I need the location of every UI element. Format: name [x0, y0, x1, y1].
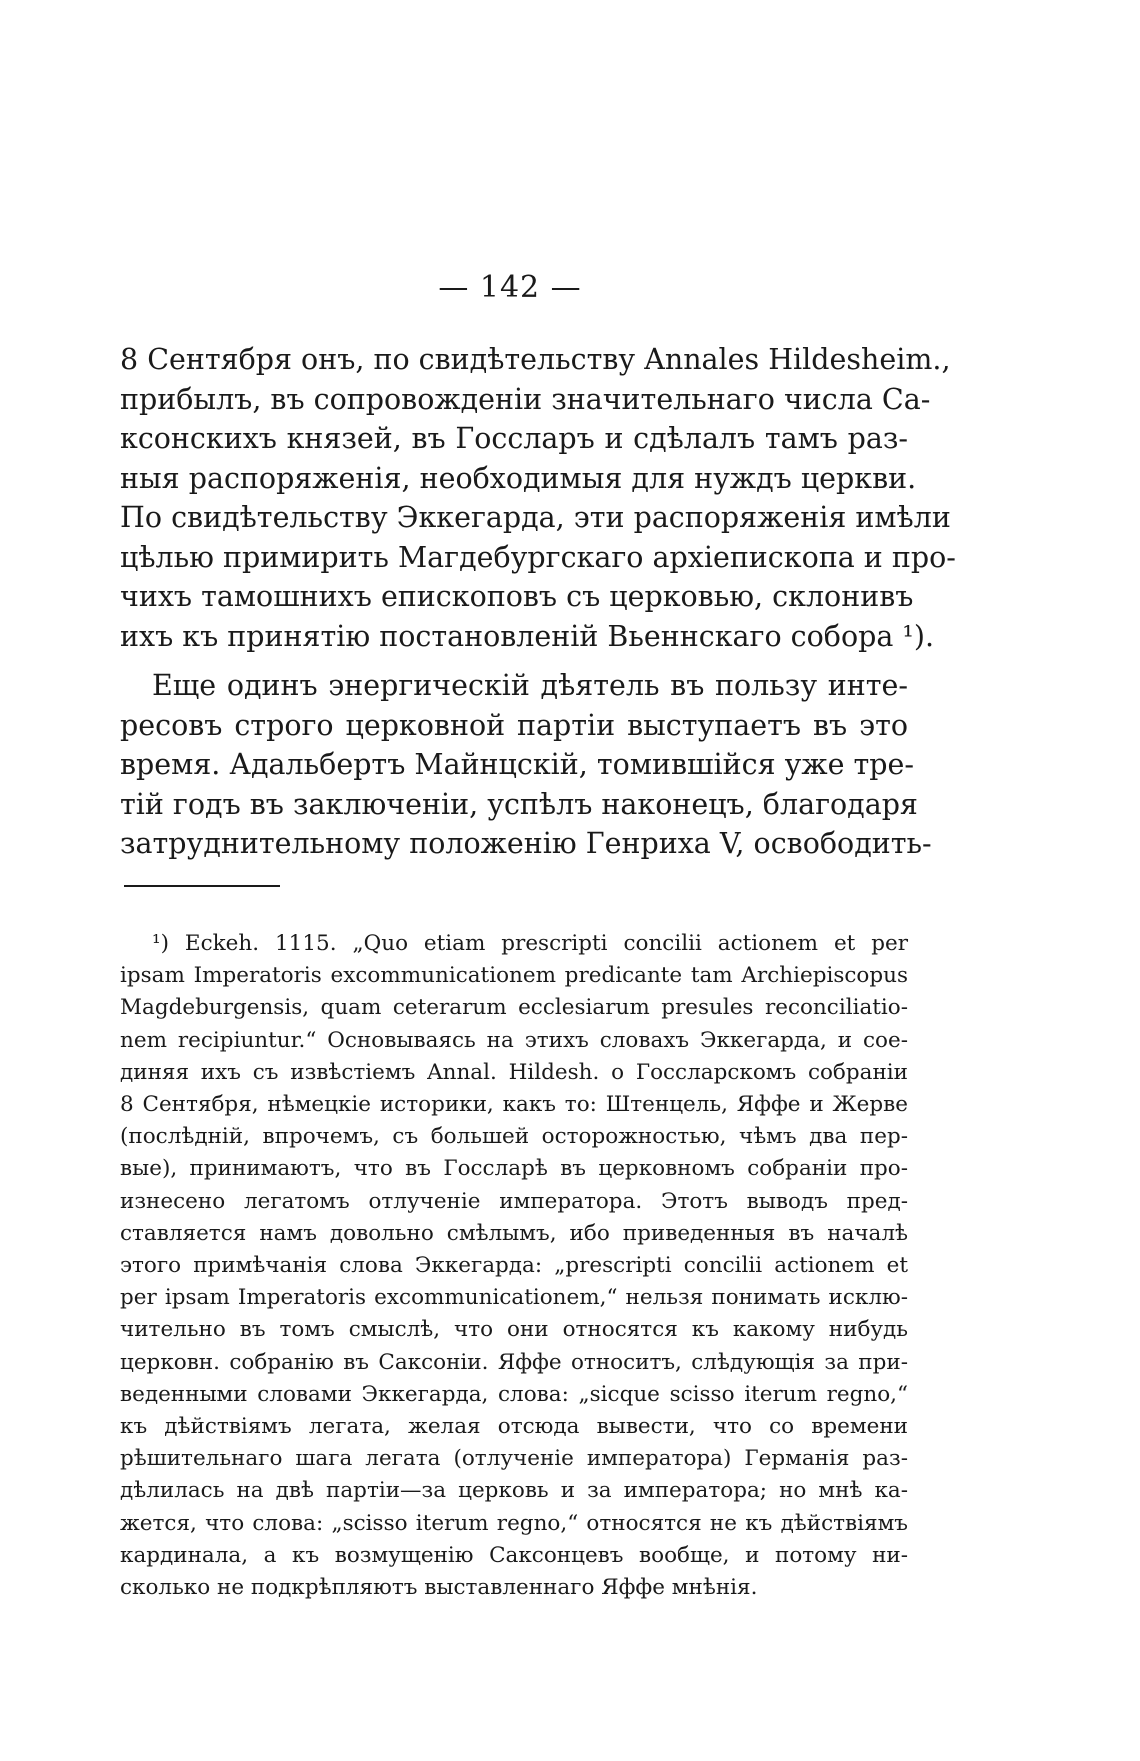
- text-line: Еще одинъ энергическій дѣятель въ пользу инте-: [152, 669, 908, 702]
- footnote-line: ставляется намъ довольно смѣлымъ, ибо приведенныя въ началѣ: [120, 1220, 908, 1246]
- footnote-line: къ дѣйствіямъ легата, желая отсюда вывести, что со времени: [120, 1414, 908, 1440]
- footnote-line: ¹) Eckeh. 1115. „Quo etiam prescripti concilii actionem et per: [152, 931, 908, 956]
- footnote-line: чительно въ томъ смыслѣ, что они относятся къ какому нибудь: [120, 1317, 908, 1343]
- footnote: [120, 928, 908, 1604]
- text-line: затруднительному положенію Генриха V, освободить-: [120, 827, 932, 860]
- text-line: ресовъ строго церковной партіи выступаетъ въ это: [120, 708, 908, 742]
- text-line: цѣлью примирить Магдебургскаго архіепископа и про-: [120, 540, 956, 574]
- page-number: — 142 —: [438, 270, 582, 305]
- text-line: время. Адальбертъ Майнцскій, томившійся уже тре-: [120, 748, 915, 781]
- footnote-line: рѣшительнаго шага легата (отлученіе императора) Германія раз-: [120, 1446, 908, 1472]
- main-text: [120, 340, 956, 864]
- footnote-line: изнесено легатомъ отлученіе императора. Этотъ выводъ пред-: [120, 1188, 908, 1214]
- paragraph-gap: [120, 656, 908, 666]
- footnote-line: церковн. собранію въ Саксоніи. Яффе относитъ, слѣдующія за при-: [120, 1349, 908, 1375]
- text-line: По свидѣтельству Эккегарда, эти распоряженія имѣли: [120, 501, 951, 534]
- footnote-line: Magdeburgensis, quam ceterarum ecclesiarum presules reconciliatio-: [120, 995, 908, 1021]
- footnote-line: ipsam Imperatoris excommunicationem predicante tam Archiepiscopus: [120, 963, 908, 989]
- footnote-line: этого примѣчанія слова Эккегарда: „prescripti concilii actionem et: [120, 1253, 908, 1279]
- footnote-line: дѣлилась на двѣ партіи—за церковь и за императора; но мнѣ ка-: [120, 1478, 908, 1504]
- footnote-line: вые), принимаютъ, что въ Госсларѣ въ церковномъ собраніи про-: [120, 1156, 908, 1182]
- footnote-line: (послѣдній, впрочемъ, съ большей осторожностью, чѣмъ два пер-: [120, 1124, 908, 1150]
- text-line: ксонскихъ князей, въ Госсларъ и сдѣлалъ тамъ раз-: [120, 422, 908, 455]
- footnote-line: диняя ихъ съ извѣстіемъ Annal. Hildesh. о Госсларскомъ собраніи: [120, 1059, 908, 1085]
- footnote-line: сколько не подкрѣпляютъ выставленнаго Яффе мнѣнія.: [120, 1575, 758, 1601]
- footnote-line: кардинала, а къ возмущенію Саксонцевъ вообще, и потому ни-: [120, 1542, 908, 1568]
- footnote-line: веденными словами Эккегарда, слова: „sicque scisso iterum regno,“: [120, 1381, 908, 1407]
- footnote-line: nem recipiuntur.“ Основываясь на этихъ словахъ Эккегарда, и сое-: [120, 1027, 908, 1053]
- footnote-divider: [124, 885, 280, 887]
- text-line: ихъ къ принятію постановленій Вьеннскаго собора ¹).: [120, 619, 935, 653]
- footnote-line: жется, что слова: „scisso iterum regno,“ относятся не къ дѣйствіямъ: [120, 1510, 908, 1536]
- footnote-line: 8 Сентября, нѣмецкіе историки, какъ то: Штенцель, Яффе и Жерве: [120, 1092, 908, 1118]
- text-line: тій годъ въ заключеніи, успѣлъ наконецъ, благодаря: [120, 787, 918, 821]
- text-line: чихъ тамошнихъ епископовъ съ церковью, склонивъ: [120, 580, 914, 613]
- footnote-line: per ipsam Imperatoris excommunicationem,“ нельзя понимать исклю-: [120, 1285, 908, 1311]
- text-line: ныя распоряженія, необходимыя для нуждъ церкви.: [120, 461, 917, 495]
- text-line: прибылъ, въ сопровожденіи значительнаго числа Са-: [120, 382, 931, 416]
- text-line: 8 Сентября онъ, по свидѣтельству Annales Hildesheim.,: [120, 343, 951, 376]
